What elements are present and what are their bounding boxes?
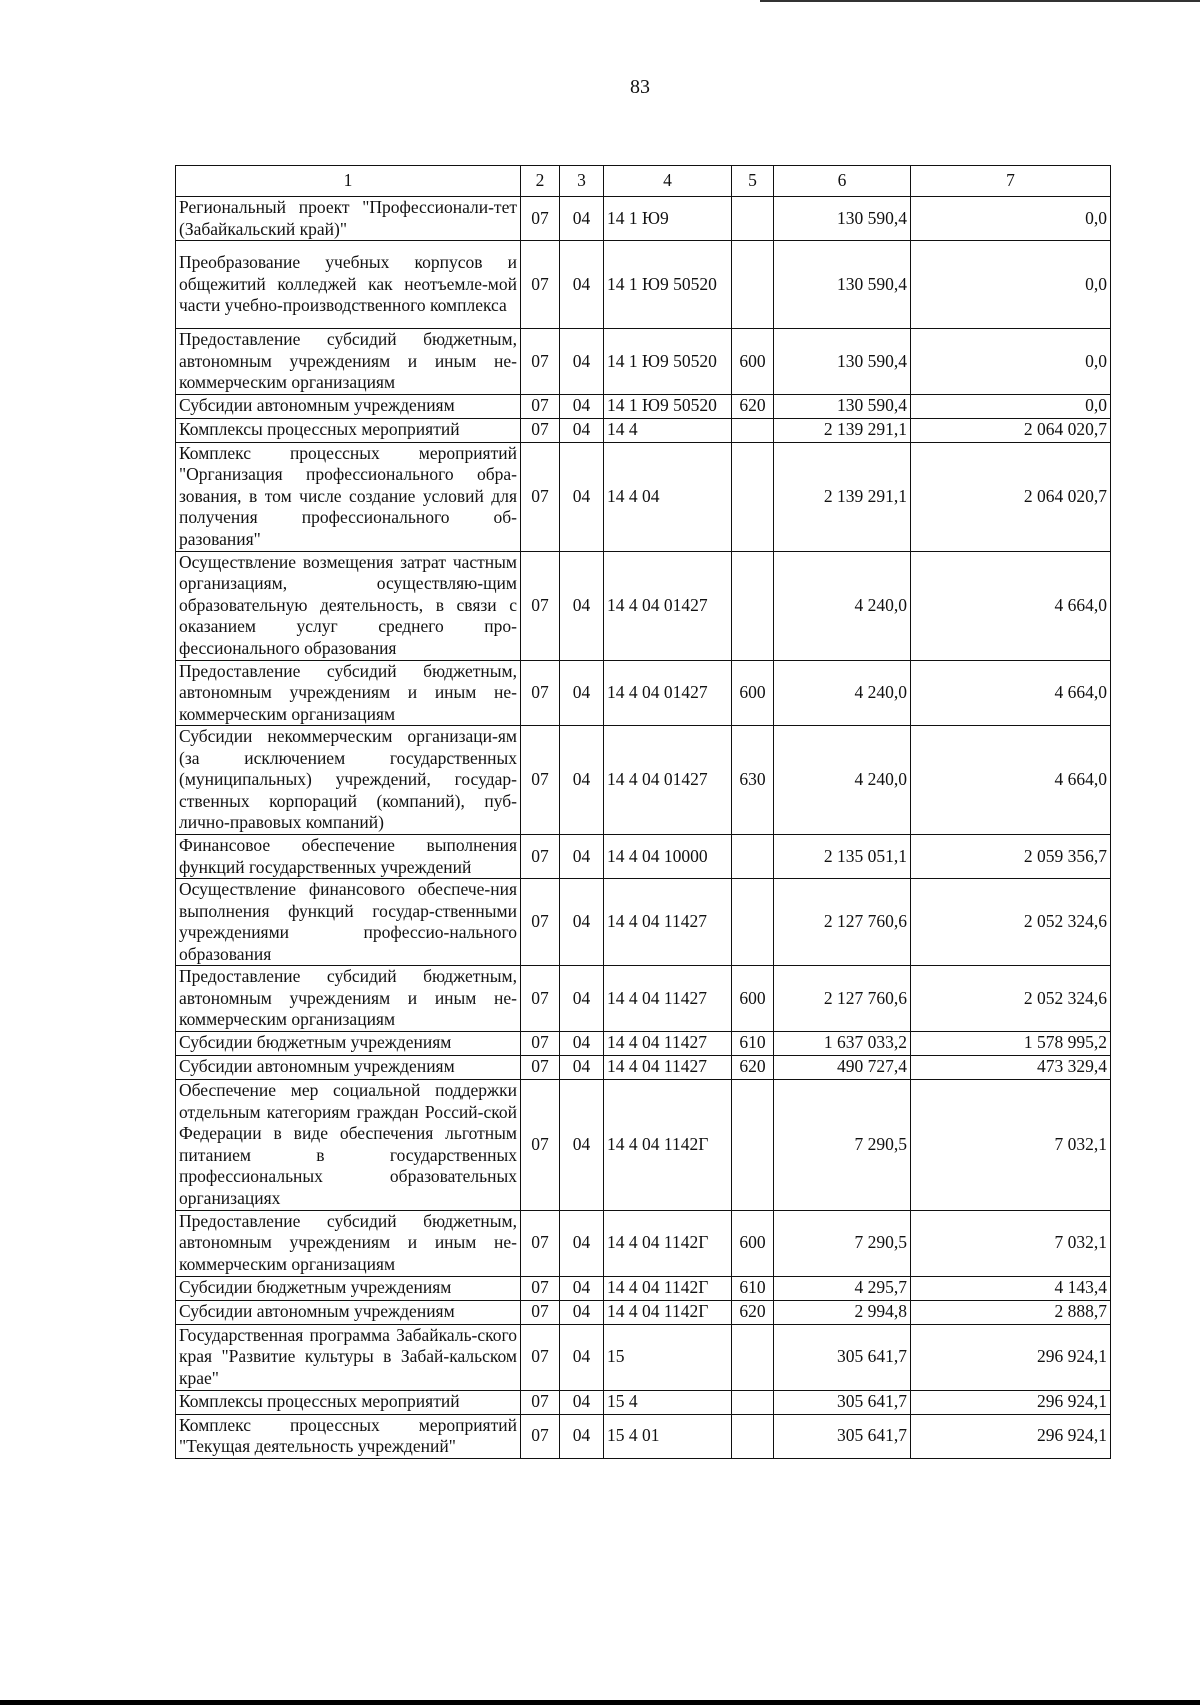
cell-rz: 07 bbox=[521, 1324, 560, 1390]
table-header-row bbox=[176, 166, 1111, 197]
table-row bbox=[176, 1390, 1111, 1414]
table-row bbox=[176, 660, 1111, 726]
cell-name: Региональный проект "Профессионали-тет (Забайкальский край)" bbox=[176, 197, 521, 241]
scan-edge-line bbox=[760, 0, 1200, 2]
cell-vr bbox=[732, 835, 774, 879]
cell-year2: 2 064 020,7 bbox=[911, 418, 1111, 442]
cell-csr: 14 4 04 1142Г bbox=[604, 1276, 732, 1300]
cell-name: Предоставление субсидий бюджетным, автономным учреждениям и иным не-коммерческим организациям bbox=[176, 966, 521, 1032]
cell-pr: 04 bbox=[560, 660, 604, 726]
cell-vr bbox=[732, 197, 774, 241]
table-row bbox=[176, 1079, 1111, 1210]
cell-csr: 14 4 04 10000 bbox=[604, 835, 732, 879]
page-number: 83 bbox=[630, 76, 650, 98]
cell-name: Субсидии бюджетным учреждениям bbox=[176, 1276, 521, 1300]
cell-year1: 7 290,5 bbox=[774, 1210, 911, 1276]
cell-year2: 4 143,4 bbox=[911, 1276, 1111, 1300]
cell-name: Осуществление возмещения затрат частным организациям, осуществляю-щим образовательную деятельность, в связи с оказанием услуг среднего про-фессионального образования bbox=[176, 551, 521, 660]
cell-pr: 04 bbox=[560, 1414, 604, 1458]
cell-csr: 14 4 04 11427 bbox=[604, 879, 732, 966]
cell-year2: 2 059 356,7 bbox=[911, 835, 1111, 879]
cell-year1: 130 590,4 bbox=[774, 197, 911, 241]
cell-rz: 07 bbox=[521, 329, 560, 395]
cell-rz: 07 bbox=[521, 835, 560, 879]
cell-rz: 07 bbox=[521, 1276, 560, 1300]
cell-pr: 04 bbox=[560, 1300, 604, 1324]
cell-year1: 2 139 291,1 bbox=[774, 442, 911, 551]
cell-year2: 4 664,0 bbox=[911, 660, 1111, 726]
cell-year2: 2 052 324,6 bbox=[911, 966, 1111, 1032]
cell-csr: 14 1 Ю9 50520 bbox=[604, 241, 732, 329]
cell-year2: 1 578 995,2 bbox=[911, 1031, 1111, 1055]
cell-vr bbox=[732, 1079, 774, 1210]
cell-csr: 14 4 04 1142Г bbox=[604, 1079, 732, 1210]
table-row bbox=[176, 1031, 1111, 1055]
cell-name: Предоставление субсидий бюджетным, автономным учреждениям и иным не-коммерческим организациям bbox=[176, 329, 521, 395]
cell-year1: 490 727,4 bbox=[774, 1055, 911, 1079]
cell-rz: 07 bbox=[521, 726, 560, 835]
cell-vr: 600 bbox=[732, 329, 774, 395]
cell-year1: 4 240,0 bbox=[774, 551, 911, 660]
cell-vr: 630 bbox=[732, 726, 774, 835]
table-row bbox=[176, 394, 1111, 418]
table-row bbox=[176, 551, 1111, 660]
cell-year2: 0,0 bbox=[911, 329, 1111, 395]
cell-year1: 2 127 760,6 bbox=[774, 966, 911, 1032]
table-row bbox=[176, 418, 1111, 442]
cell-year1: 4 240,0 bbox=[774, 726, 911, 835]
cell-rz: 07 bbox=[521, 197, 560, 241]
cell-name: Финансовое обеспечение выполнения функций государственных учреждений bbox=[176, 835, 521, 879]
table-row bbox=[176, 197, 1111, 241]
cell-csr: 14 1 Ю9 bbox=[604, 197, 732, 241]
cell-rz: 07 bbox=[521, 1055, 560, 1079]
cell-year2: 7 032,1 bbox=[911, 1210, 1111, 1276]
table-row bbox=[176, 1324, 1111, 1390]
cell-name: Государственная программа Забайкаль-ского края "Развитие культуры в Забай-кальском крае" bbox=[176, 1324, 521, 1390]
cell-rz: 07 bbox=[521, 241, 560, 329]
cell-csr: 14 1 Ю9 50520 bbox=[604, 394, 732, 418]
cell-year1: 4 295,7 bbox=[774, 1276, 911, 1300]
cell-year2: 7 032,1 bbox=[911, 1079, 1111, 1210]
cell-vr: 610 bbox=[732, 1031, 774, 1055]
cell-rz: 07 bbox=[521, 1414, 560, 1458]
cell-year2: 2 052 324,6 bbox=[911, 879, 1111, 966]
cell-name: Субсидии автономным учреждениям bbox=[176, 1300, 521, 1324]
header-cell: 4 bbox=[604, 166, 732, 197]
cell-vr bbox=[732, 418, 774, 442]
cell-name: Предоставление субсидий бюджетным, автономным учреждениям и иным не-коммерческим организациям bbox=[176, 1210, 521, 1276]
cell-year2: 0,0 bbox=[911, 241, 1111, 329]
cell-vr bbox=[732, 551, 774, 660]
cell-pr: 04 bbox=[560, 879, 604, 966]
cell-year2: 2 888,7 bbox=[911, 1300, 1111, 1324]
table-row bbox=[176, 1210, 1111, 1276]
cell-csr: 15 4 01 bbox=[604, 1414, 732, 1458]
table-row bbox=[176, 1276, 1111, 1300]
cell-year1: 2 127 760,6 bbox=[774, 879, 911, 966]
cell-name: Субсидии бюджетным учреждениям bbox=[176, 1031, 521, 1055]
cell-rz: 07 bbox=[521, 879, 560, 966]
cell-csr: 14 4 04 1142Г bbox=[604, 1300, 732, 1324]
cell-pr: 04 bbox=[560, 394, 604, 418]
cell-year2: 4 664,0 bbox=[911, 551, 1111, 660]
cell-csr: 15 4 bbox=[604, 1390, 732, 1414]
cell-vr: 600 bbox=[732, 660, 774, 726]
header-cell: 6 bbox=[774, 166, 911, 197]
cell-pr: 04 bbox=[560, 418, 604, 442]
cell-year1: 2 994,8 bbox=[774, 1300, 911, 1324]
cell-name: Субсидии автономным учреждениям bbox=[176, 1055, 521, 1079]
cell-rz: 07 bbox=[521, 394, 560, 418]
cell-vr bbox=[732, 1390, 774, 1414]
cell-vr bbox=[732, 442, 774, 551]
cell-rz: 07 bbox=[521, 1390, 560, 1414]
cell-year1: 305 641,7 bbox=[774, 1414, 911, 1458]
cell-year2: 4 664,0 bbox=[911, 726, 1111, 835]
cell-pr: 04 bbox=[560, 329, 604, 395]
cell-year1: 4 240,0 bbox=[774, 660, 911, 726]
cell-pr: 04 bbox=[560, 197, 604, 241]
cell-csr: 14 4 04 bbox=[604, 442, 732, 551]
cell-name: Комплекс процессных мероприятий "Текущая деятельность учреждений" bbox=[176, 1414, 521, 1458]
cell-name: Предоставление субсидий бюджетным, автономным учреждениям и иным не-коммерческим организациям bbox=[176, 660, 521, 726]
header-cell: 1 bbox=[176, 166, 521, 197]
cell-name: Обеспечение мер социальной поддержки отдельным категориям граждан Россий-ской Федерации в виде обеспечения льготным питанием в государственных профессиональных образовательных организациях bbox=[176, 1079, 521, 1210]
cell-csr: 15 bbox=[604, 1324, 732, 1390]
cell-rz: 07 bbox=[521, 442, 560, 551]
cell-pr: 04 bbox=[560, 1031, 604, 1055]
table-row bbox=[176, 835, 1111, 879]
table-row bbox=[176, 1414, 1111, 1458]
cell-name: Преобразование учебных корпусов и общежитий колледжей как неотъемле-мой части учебно-производственного комплекса bbox=[176, 241, 521, 329]
cell-year1: 2 139 291,1 bbox=[774, 418, 911, 442]
cell-csr: 14 4 04 11427 bbox=[604, 1031, 732, 1055]
cell-year1: 2 135 051,1 bbox=[774, 835, 911, 879]
cell-rz: 07 bbox=[521, 966, 560, 1032]
cell-rz: 07 bbox=[521, 1031, 560, 1055]
cell-pr: 04 bbox=[560, 1276, 604, 1300]
cell-rz: 07 bbox=[521, 1079, 560, 1210]
header-cell: 3 bbox=[560, 166, 604, 197]
cell-year2: 2 064 020,7 bbox=[911, 442, 1111, 551]
cell-vr: 610 bbox=[732, 1276, 774, 1300]
table-row bbox=[176, 329, 1111, 395]
cell-vr bbox=[732, 1324, 774, 1390]
cell-year1: 1 637 033,2 bbox=[774, 1031, 911, 1055]
cell-name: Комплекс процессных мероприятий "Организация профессионального обра-зования, в том числе создание условий для получения профессионального об-разования" bbox=[176, 442, 521, 551]
cell-vr: 600 bbox=[732, 966, 774, 1032]
cell-year1: 7 290,5 bbox=[774, 1079, 911, 1210]
cell-name: Субсидии автономным учреждениям bbox=[176, 394, 521, 418]
table-row bbox=[176, 442, 1111, 551]
cell-pr: 04 bbox=[560, 1055, 604, 1079]
header-cell: 5 bbox=[732, 166, 774, 197]
table-row bbox=[176, 241, 1111, 329]
cell-csr: 14 4 04 1142Г bbox=[604, 1210, 732, 1276]
cell-vr: 600 bbox=[732, 1210, 774, 1276]
cell-year2: 296 924,1 bbox=[911, 1390, 1111, 1414]
cell-csr: 14 4 04 11427 bbox=[604, 1055, 732, 1079]
table-row bbox=[176, 1055, 1111, 1079]
header-cell: 2 bbox=[521, 166, 560, 197]
table-row bbox=[176, 726, 1111, 835]
table-row bbox=[176, 1300, 1111, 1324]
cell-pr: 04 bbox=[560, 442, 604, 551]
cell-year1: 130 590,4 bbox=[774, 329, 911, 395]
cell-name: Субсидии некоммерческим организаци-ям (за исключением государственных (муниципальных) учреждений, государ-ственных корпораций (компаний), пуб-лично-правовых компаний) bbox=[176, 726, 521, 835]
cell-pr: 04 bbox=[560, 835, 604, 879]
budget-table bbox=[175, 165, 1111, 1459]
cell-vr: 620 bbox=[732, 1300, 774, 1324]
table-body bbox=[176, 166, 1111, 1459]
cell-name: Комплексы процессных мероприятий bbox=[176, 418, 521, 442]
cell-csr: 14 4 04 01427 bbox=[604, 660, 732, 726]
cell-year2: 0,0 bbox=[911, 394, 1111, 418]
cell-pr: 04 bbox=[560, 1390, 604, 1414]
cell-year2: 0,0 bbox=[911, 197, 1111, 241]
cell-name: Осуществление финансового обеспече-ния выполнения функций государ-ственными учреждениями профессио-нального образования bbox=[176, 879, 521, 966]
cell-year1: 130 590,4 bbox=[774, 394, 911, 418]
cell-csr: 14 4 04 01427 bbox=[604, 551, 732, 660]
cell-pr: 04 bbox=[560, 966, 604, 1032]
cell-year1: 305 641,7 bbox=[774, 1324, 911, 1390]
cell-name: Комплексы процессных мероприятий bbox=[176, 1390, 521, 1414]
cell-year2: 296 924,1 bbox=[911, 1324, 1111, 1390]
scan-edge-line bbox=[0, 1700, 1200, 1705]
table-row bbox=[176, 966, 1111, 1032]
cell-year1: 305 641,7 bbox=[774, 1390, 911, 1414]
cell-year1: 130 590,4 bbox=[774, 241, 911, 329]
cell-year2: 473 329,4 bbox=[911, 1055, 1111, 1079]
cell-vr bbox=[732, 1414, 774, 1458]
cell-year2: 296 924,1 bbox=[911, 1414, 1111, 1458]
cell-vr: 620 bbox=[732, 1055, 774, 1079]
cell-pr: 04 bbox=[560, 726, 604, 835]
cell-rz: 07 bbox=[521, 1300, 560, 1324]
cell-csr: 14 4 04 01427 bbox=[604, 726, 732, 835]
cell-csr: 14 1 Ю9 50520 bbox=[604, 329, 732, 395]
cell-vr: 620 bbox=[732, 394, 774, 418]
cell-pr: 04 bbox=[560, 551, 604, 660]
cell-pr: 04 bbox=[560, 1210, 604, 1276]
cell-pr: 04 bbox=[560, 1079, 604, 1210]
cell-csr: 14 4 bbox=[604, 418, 732, 442]
cell-rz: 07 bbox=[521, 551, 560, 660]
cell-rz: 07 bbox=[521, 418, 560, 442]
cell-vr bbox=[732, 241, 774, 329]
cell-rz: 07 bbox=[521, 660, 560, 726]
cell-csr: 14 4 04 11427 bbox=[604, 966, 732, 1032]
cell-pr: 04 bbox=[560, 241, 604, 329]
header-cell: 7 bbox=[911, 166, 1111, 197]
cell-pr: 04 bbox=[560, 1324, 604, 1390]
cell-vr bbox=[732, 879, 774, 966]
table-row bbox=[176, 879, 1111, 966]
cell-rz: 07 bbox=[521, 1210, 560, 1276]
